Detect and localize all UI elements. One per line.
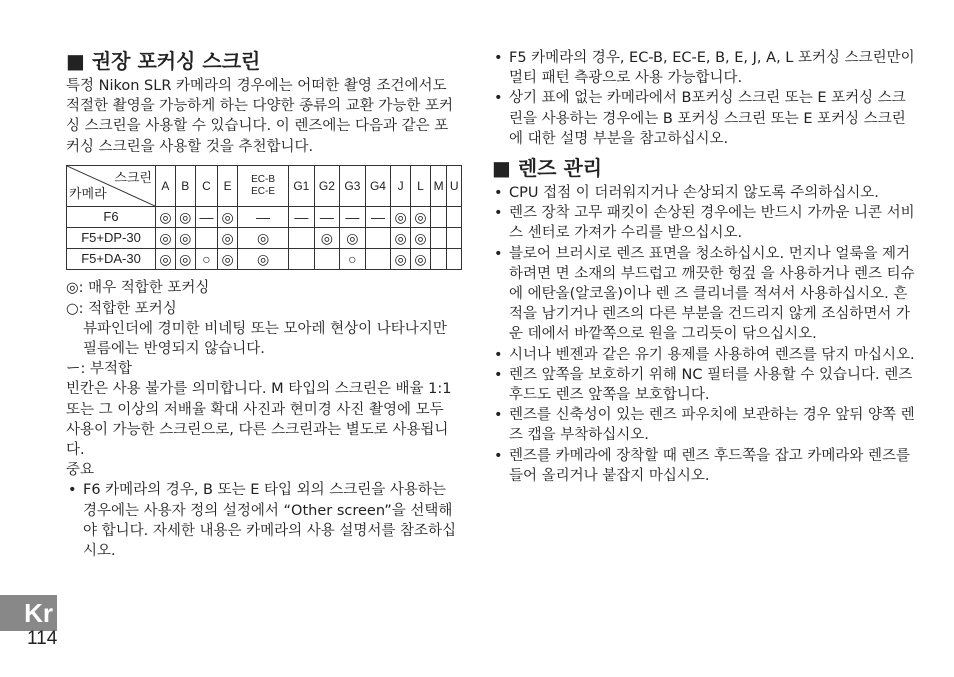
rating-cell bbox=[365, 249, 391, 270]
list-item: • CPU 접점 이 더러워지거나 손상되지 않도록 주의하십시오. bbox=[492, 183, 917, 203]
list-item: • 상기 표에 없는 카메라에서 B포커싱 스크린 또는 E 포커싱 스크린을 사용하는 경우에는 B 포커싱 스크린 또는 E 포커싱 스크린에 대한 설명 부분을 참고하십시오. bbox=[492, 88, 917, 149]
list-item: • F5 카메라의 경우, EC-B, EC-E, B, E, J, A, L 포커싱 스크린만이 멀티 패턴 측광으로 사용 가능합니다. bbox=[492, 48, 917, 88]
rating-cell: ◎ bbox=[238, 249, 289, 270]
rating-cell bbox=[430, 228, 447, 249]
rating-cell: ◎ bbox=[175, 249, 195, 270]
list-item: • F6 카메라의 경우, B 또는 E 타입 외의 스크린을 사용하는 경우에는 사용자 정의 설정에서 “Other screen”을 선택해야 합니다. 자세한 내용은 카메라의 사용 설명서를 참조하십시오. bbox=[66, 480, 462, 561]
left-column bbox=[66, 48, 462, 561]
camera-cell: F5+DA-30 bbox=[67, 249, 156, 270]
section-title-focusing-screens: ■ 권장 포커싱 스크린 bbox=[66, 49, 261, 73]
list-item: • 렌즈를 카메라에 장착할 때 렌즈 후드쪽을 잡고 카메라와 렌즈를 들어 올리거나 붙잡지 마십시오. bbox=[492, 446, 917, 486]
rating-cell: ◎ bbox=[175, 206, 195, 227]
rating-cell bbox=[447, 249, 462, 270]
rating-cell: ◎ bbox=[411, 249, 431, 270]
rating-cell: ◎ bbox=[238, 228, 289, 249]
rating-cell: ◎ bbox=[156, 249, 176, 270]
focusing-screen-table bbox=[66, 165, 462, 271]
column-header: C bbox=[195, 165, 218, 206]
column-header: E bbox=[218, 165, 238, 206]
corner-bottom: 카메라 bbox=[69, 185, 107, 201]
legend-suitable: ○: 적합한 포커싱 bbox=[66, 300, 177, 317]
rating-cell bbox=[289, 228, 315, 249]
rating-cell: ○ bbox=[340, 249, 366, 270]
lens-care-list bbox=[492, 183, 917, 486]
legend-suitable-detail: 뷰파인더에 경미한 비네팅 또는 모아레 현상이 나타나지만 필름에는 반영되지 않습니다. bbox=[83, 320, 447, 358]
list-item: • 블로어 브러시로 렌즈 표면을 청소하십시오. 먼지나 얼룩을 제거하려면 면 소재의 부드럽고 깨끗한 헝겊 을 사용하거나 렌즈 티슈에 에탄올(알코올)이나 렌 즈 클리너를 적셔서 사용하십시오. 흔적을 남기거나 렌즈의 다른 부분을 건드리지 않게 조심하면서 가운 데에서 바깥쪽으로 원을 그리듯이 닦으십시오. bbox=[492, 244, 917, 345]
rating-cell: ◎ bbox=[314, 228, 340, 249]
legend-very-suitable: ◎: 매우 적합한 포커싱 bbox=[66, 280, 210, 297]
column-header: EC-B EC-E bbox=[238, 165, 289, 206]
blank-note: 빈칸은 사용 불가를 의미합니다. M 타입의 스크린은 배율 1:1또는 그 이상의 저배율 확대 사진과 현미경 사진 촬영에 모두 사용이 가능한 스크린으로, 다른 스크린과는 별도로 사용됩니다. bbox=[66, 381, 452, 459]
rating-cell: ◎ bbox=[175, 228, 195, 249]
rating-cell: ◎ bbox=[156, 228, 176, 249]
list-item: • 렌즈 장착 고무 패킷이 손상된 경우에는 반드시 가까운 니콘 서비스 센터로 가져가 수리를 받으십시오. bbox=[492, 203, 917, 243]
list-item: • 렌즈를 신축성이 있는 렌즈 파우치에 보관하는 경우 앞뒤 양쪽 렌즈 캡을 부착하십시오. bbox=[492, 405, 917, 445]
important-list bbox=[66, 480, 462, 561]
rating-cell: ◎ bbox=[391, 228, 411, 249]
rating-cell bbox=[447, 206, 462, 227]
list-item: • 시너나 벤젠과 같은 유기 용제를 사용하여 렌즈를 닦지 마십시오. bbox=[492, 345, 917, 365]
rating-cell: — bbox=[314, 206, 340, 227]
corner-top: 스크린 bbox=[114, 169, 152, 185]
rating-cell: ◎ bbox=[340, 228, 366, 249]
rating-cell bbox=[430, 249, 447, 270]
intro-text: 특정 Nikon SLR 카메라의 경우에는 어떠한 촬영 조건에서도 적절한 촬영을 가능하게 하는 다양한 종류의 교환 가능한 포커싱 스크린을 사용할 수 있습니다. 이 렌즈에는 다음과 같은 포커싱 스크린을 사용할 것을 추천합니다. bbox=[66, 78, 454, 155]
column-header: J bbox=[391, 165, 411, 206]
rating-cell: ○ bbox=[195, 249, 218, 270]
column-header: L bbox=[411, 165, 431, 206]
rating-cell bbox=[447, 228, 462, 249]
rating-cell bbox=[430, 206, 447, 227]
legend-unsuitable: ー: 부적합 bbox=[66, 361, 133, 378]
rating-cell: ◎ bbox=[391, 206, 411, 227]
rating-cell: ◎ bbox=[411, 206, 431, 227]
important-heading: 중요 bbox=[66, 462, 95, 479]
rating-cell bbox=[195, 228, 218, 249]
language-tab: Kr bbox=[0, 595, 57, 631]
section-title-lens-care: ■ 렌즈 관리 bbox=[492, 156, 603, 181]
rating-cell: ◎ bbox=[218, 249, 238, 270]
column-header: A bbox=[156, 165, 176, 206]
column-header: G2 bbox=[314, 165, 340, 206]
column-header: G1 bbox=[289, 165, 315, 206]
rating-cell: — bbox=[238, 206, 289, 227]
column-header: U bbox=[447, 165, 462, 206]
table-row bbox=[67, 249, 462, 270]
rating-cell: ◎ bbox=[156, 206, 176, 227]
corner-header bbox=[67, 165, 156, 206]
table-row bbox=[67, 206, 462, 227]
column-header: G3 bbox=[340, 165, 366, 206]
rating-cell: — bbox=[340, 206, 366, 227]
rating-cell: ◎ bbox=[391, 249, 411, 270]
table-row bbox=[67, 228, 462, 249]
rating-cell: ◎ bbox=[411, 228, 431, 249]
rating-cell: ◎ bbox=[218, 228, 238, 249]
rating-cell bbox=[365, 228, 391, 249]
column-header: B bbox=[175, 165, 195, 206]
right-column bbox=[492, 48, 917, 486]
list-item: • 렌즈 앞쪽을 보호하기 위해 NC 필터를 사용할 수 있습니다. 렌즈 후드도 렌즈 앞쪽을 보호합니다. bbox=[492, 365, 917, 405]
camera-cell: F5+DP-30 bbox=[67, 228, 156, 249]
rating-cell bbox=[314, 249, 340, 270]
column-header: G4 bbox=[365, 165, 391, 206]
rating-cell: ◎ bbox=[218, 206, 238, 227]
rating-cell bbox=[289, 249, 315, 270]
notes-list bbox=[492, 48, 917, 149]
camera-cell: F6 bbox=[67, 206, 156, 227]
rating-cell: — bbox=[365, 206, 391, 227]
column-header: M bbox=[430, 165, 447, 206]
rating-cell: — bbox=[289, 206, 315, 227]
rating-cell: — bbox=[195, 206, 218, 227]
page-number: 114 bbox=[27, 628, 58, 649]
